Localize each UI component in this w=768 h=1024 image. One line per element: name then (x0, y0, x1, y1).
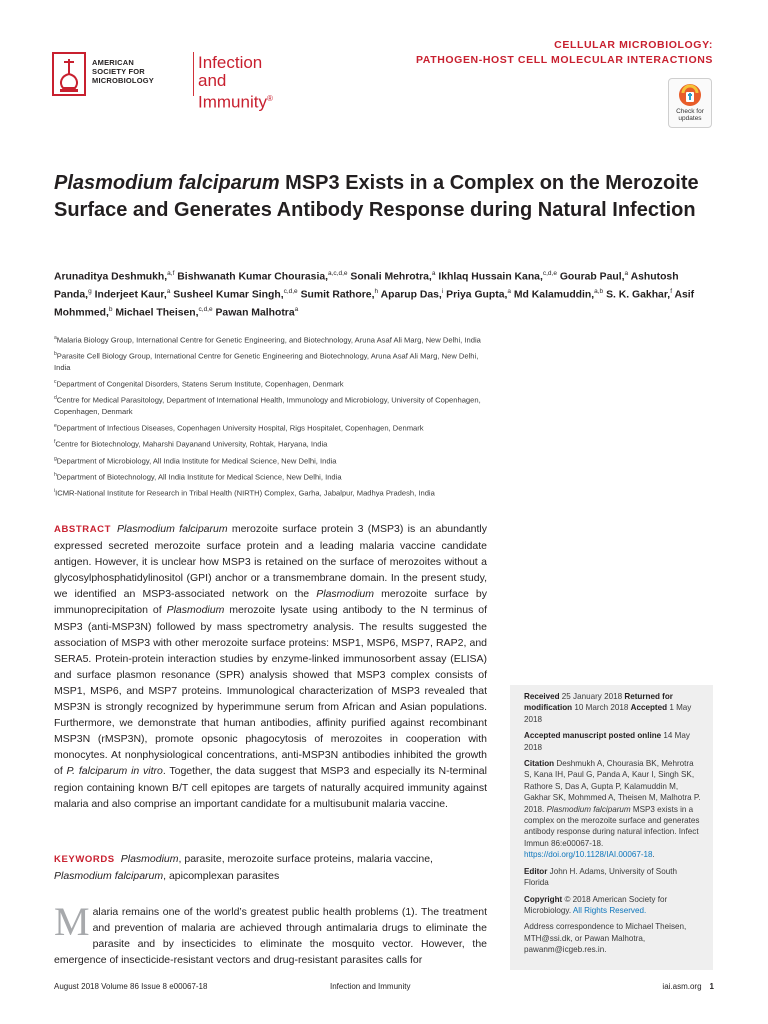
title-species: Plasmodium falciparum (54, 172, 280, 194)
author-affiliation-mark: a (166, 287, 171, 295)
text-run: merozoite lysate using antibody to the N terminus of MSP3 (anti-MSP3N) followed by mass spectrometry analysis. The results suggested the association of MSP3 with other merozoite surface proteins: MSP1, MSP6, MSP7, RAP2, and SERA5. Protein-protein interaction studies by enzyme-linked immunosorbent assay (ELISA) and surface plasmon resonance (SPR) analysis showed that MSP3 complex consists of MSP1, MSP6, and MSP7 proteins. Immunological characterization of MSP3 revealed that MSP3N is strongly recognized by hyperimmune serum from African and Asian populations. Furthermore, we demonstrate that human antibodies, affinity purified against recombinant MSP3N (rMSP3N), promote opsonic phagocytosis of merozoites in cooperation with monocytes. At nonphysiological concentrations, anti-MSP3N antibodies inhibited the growth of (54, 604, 487, 778)
affiliation-item (54, 349, 494, 373)
affiliation-mark: f (54, 439, 56, 446)
online-label: Accepted manuscript posted online (524, 731, 662, 741)
copyright-text: © 2018 American Society for Microbiology. (524, 894, 668, 915)
affiliation-item (54, 486, 494, 499)
journal-site-link[interactable]: iai.asm.org (662, 982, 702, 991)
received-date: 25 January 2018 (561, 692, 623, 701)
article-dates (524, 691, 703, 725)
journal-logo (52, 52, 273, 112)
author-name: Michael Theisen, (115, 307, 199, 319)
footer-right (662, 982, 714, 991)
society-name-line: MICROBIOLOGY (92, 76, 154, 85)
affiliation-mark: h (54, 471, 57, 478)
citation-text: Deshmukh A, Chourasia BK, Mehrotra S, Kana IH, Paul G, Panda A, Kaur I, Singh SK, Rathore S, Das A, Gupta P, Kalamuddin M, Gakhar SK, Mohmmed A, Theisen M, Malhotra P. 2018. (524, 759, 701, 814)
author-name: Susheel Kumar Singh, (173, 289, 284, 301)
check-for-updates-badge[interactable] (668, 78, 712, 128)
affiliation-list (54, 333, 494, 503)
author-affiliation-mark: h (374, 287, 379, 295)
society-name-line: AMERICAN (92, 58, 135, 67)
affiliation-item (54, 377, 494, 390)
text-run: , apicomplexan parasites (163, 870, 280, 883)
citation-text-rest: MSP3 exists in a complex on the merozoite surface and generates antibody response during natural infection. Infect Immun 86:e00067-18. (524, 804, 700, 848)
check-updates-line: Check for (676, 108, 704, 115)
title-rest: MSP3 Exists in a Complex on the Merozoite Surface and Generates Antibody Response during Natural Infection (54, 172, 699, 221)
affiliation-mark: d (54, 395, 57, 402)
citation-block (524, 758, 703, 861)
logo-divider (193, 52, 194, 96)
registered-mark: ® (266, 94, 273, 103)
affiliation-mark: c (54, 378, 57, 385)
author-name: S. K. Gakhar, (606, 289, 671, 301)
affiliation-item (54, 437, 494, 450)
author-name: Inderjeet Kaur, (94, 289, 167, 301)
article-title (54, 170, 714, 223)
italic-term: P. falciparum in vitro (66, 765, 163, 778)
author-name: Sonali Mehrotra, (350, 271, 432, 283)
author-affiliation-mark: c,d,e (198, 305, 213, 313)
society-name-line: SOCIETY FOR (92, 67, 145, 76)
issue-info: August 2018 Volume 86 Issue 8 e00067-18 (54, 982, 208, 991)
editor-label: Editor (524, 866, 548, 876)
page-number: 1 (709, 982, 714, 991)
citation-species: Plasmodium falciparum (546, 804, 631, 814)
affiliation-mark: i (54, 488, 56, 495)
affiliation-text: Parasite Cell Biology Group, International Centre for Genetic Engineering and Biotechnology, Aruna Asaf Ali Marg, New Delhi, India (54, 351, 479, 373)
online-date-block (524, 730, 703, 753)
received-label: Received (524, 692, 560, 701)
affiliation-text: Malaria Biology Group, International Centre for Genetic Engineering, and Biotechnology, Aruna Asaf Ali Marg, New Delhi, India (56, 335, 481, 345)
section-label-line: PATHOGEN-HOST CELL MOLECULAR INTERACTIONS (415, 54, 713, 66)
affiliation-text: Department of Microbiology, All India Institute for Medical Science, New Delhi, India (56, 456, 337, 466)
copyright-label: Copyright (524, 894, 563, 904)
affiliation-text: ICMR-National Institute for Research in Tribal Health (NIRTH) Complex, Garha, Jabalpur, Madhya Pradesh, India (55, 488, 435, 498)
article-info-sidebar (510, 685, 713, 970)
editor-text: John H. Adams, University of South Florida (524, 866, 677, 888)
author-affiliation-mark: f (670, 287, 672, 295)
body-paragraph (54, 899, 487, 968)
footer-journal: Infection and Immunity (330, 982, 411, 991)
body-paragraph-text: alaria remains one of the world’s greatest public health problems (1). The treatment and prevention of malaria are achieved through antimalaria drugs to eliminate the parasite and by insecticides to eliminate the mosquito vector. However, the emergence of insecticide-resistant vectors and drug-resistant parasites calls for (54, 906, 487, 967)
author-name: Ikhlaq Hussain Kana, (438, 271, 543, 283)
author-name: Arunaditya Deshmukh, (54, 271, 168, 283)
italic-term: Plasmodium (120, 853, 179, 865)
online-date: 14 May 2018 (524, 731, 690, 752)
author-name: Gourab Paul, (559, 271, 625, 283)
affiliation-text: Centre for Medical Parasitology, Department of International Health, Immunology and Microbiology, University of Copenhagen, Copenhagen, Denmark (54, 395, 481, 417)
accepted-date: 1 May 2018 (524, 703, 692, 724)
keywords (54, 851, 487, 884)
affiliation-mark: e (54, 422, 57, 429)
author-affiliation-mark: g (88, 287, 92, 295)
editor-block (524, 866, 703, 889)
affiliation-text: Department of Infectious Diseases, Copenhagen University Hospital, Rigs Hospitalet, Copenhagen, Denmark (56, 423, 424, 433)
society-name (92, 58, 154, 85)
italic-term: Plasmodium falciparum (117, 523, 228, 535)
author-affiliation-mark: i (441, 287, 444, 295)
affiliation-item (54, 454, 494, 467)
author-name: Bishwanath Kumar Chourasia, (177, 271, 328, 283)
author-affiliation-mark: a,f (167, 270, 175, 277)
accepted-label: Accepted (630, 703, 668, 713)
author-affiliation-mark: a,b (594, 287, 604, 295)
italic-term: Plasmodium (316, 588, 375, 601)
rights-link[interactable]: All Rights Reserved. (572, 905, 647, 915)
author-name: Md Kalamuddin, (513, 289, 595, 301)
author-name: Sumit Rathore, (300, 289, 375, 301)
author-affiliation-mark: c,d,e (283, 287, 298, 295)
author-name: Aparup Das, (380, 289, 442, 301)
author-affiliation-mark: a (294, 305, 299, 313)
author-name: Asif Mohmmed, (54, 289, 695, 319)
journal-name (198, 54, 273, 112)
affiliation-item (54, 421, 494, 434)
affiliation-mark: a (54, 335, 57, 341)
author-affiliation-mark: a (431, 270, 436, 277)
affiliation-mark: g (54, 455, 57, 462)
section-label (416, 38, 713, 68)
affiliation-text: Department of Biotechnology, All India Institute for Medical Science, New Delhi, India (56, 472, 342, 482)
keywords-label: KEYWORDS (54, 854, 115, 865)
section-label-line: CELLULAR MICROBIOLOGY: (554, 39, 713, 51)
doi-link[interactable]: https://doi.org/10.1128/IAI.00067-18 (524, 850, 653, 860)
author-affiliation-mark: c,d,e (542, 270, 557, 277)
text-run: . Together, the data suggest that MSP3 and especially its N-terminal region containing known B/T cell epitopes are targets of naturally acquired immunity against malaria and also comprise an important candidate for a multisubunit malaria vaccine. (54, 765, 487, 810)
citation-end: . (652, 850, 655, 860)
abstract-text (54, 523, 487, 810)
affiliation-text: Department of Congenital Disorders, Statens Serum Institute, Copenhagen, Denmark (56, 379, 344, 389)
text-run: merozoite surface protein 3 (MSP3) is an abundantly expressed secreted merozoite surface protein and a leading malaria vaccine candidate antigen. However, it is unclear how MSP3 is retained on the surface of merozoites without a glycosylphosphatidylinositol (GPI) anchor or a transmembrane domain. In the present study, we identified an MSP3-associated network on the (54, 523, 487, 601)
citation-label: Citation (524, 759, 555, 769)
journal-name-line: Immunity® (198, 92, 273, 112)
affiliation-item (54, 333, 494, 346)
affiliation-item (54, 393, 494, 417)
copyright-block (524, 894, 703, 917)
author-affiliation-mark: a (507, 287, 511, 295)
author-affiliation-mark: a (624, 270, 629, 277)
check-updates-line: updates (678, 115, 702, 122)
affiliation-item (54, 470, 494, 483)
author-name: Ashutosh Panda, (54, 271, 679, 301)
author-affiliation-mark: a,c,d,e (328, 270, 348, 277)
author-list (54, 267, 714, 321)
italic-term: Plasmodium (166, 604, 225, 617)
abstract-label: ABSTRACT (54, 524, 112, 535)
italic-term: Plasmodium falciparum (54, 870, 164, 883)
drop-cap: M (54, 899, 90, 944)
author-affiliation-mark: b (108, 305, 113, 313)
author-name: Pawan Malhotra (215, 307, 295, 319)
asm-seal-icon (52, 52, 86, 96)
abstract (54, 521, 487, 812)
affiliation-text: Centre for Biotechnology, Maharshi Dayanand University, Rohtak, Haryana, India (55, 439, 328, 449)
affiliation-mark: b (54, 351, 57, 358)
returned-date: 10 March 2018 (574, 703, 629, 713)
correspondence-block: Address correspondence to Michael Theisen, MTH@ssi.dk, or Pawan Malhotra, pawanm@icgeb.res.in. (524, 922, 687, 955)
returned-label: Returned for modification (524, 692, 673, 713)
journal-name-line: Infection and (198, 53, 263, 90)
text-run: , parasite, merozoite surface proteins, malaria vaccine, (178, 853, 433, 865)
crossmark-icon (678, 83, 702, 107)
text-run: merozoite surface by immunoprecipitation of (54, 588, 487, 617)
author-name: Priya Gupta, (446, 289, 508, 301)
